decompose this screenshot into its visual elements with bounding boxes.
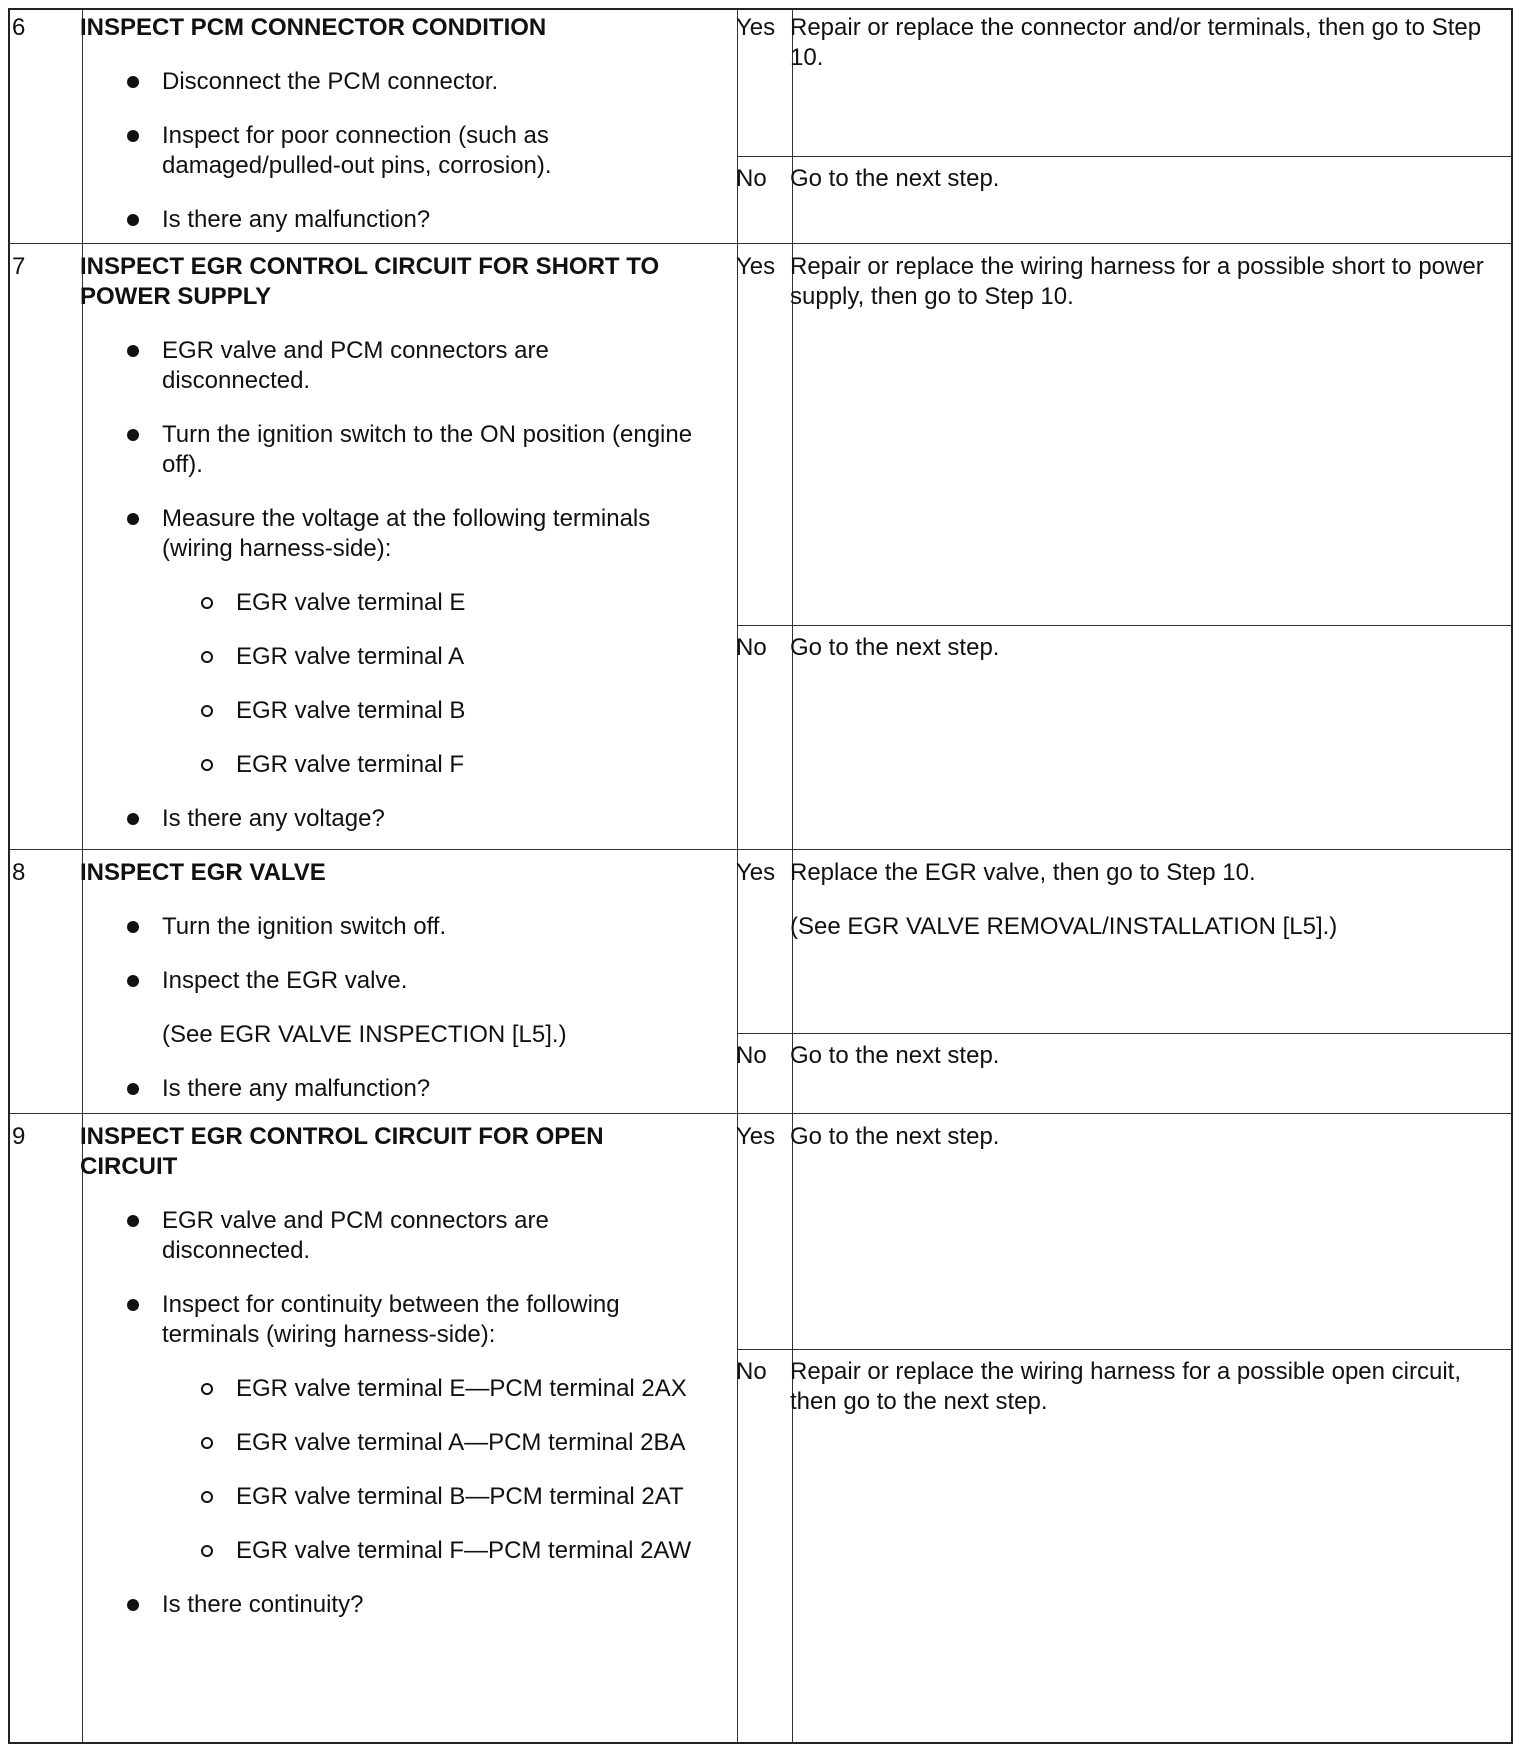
yes-no-divider xyxy=(737,625,1511,626)
bullet-item: Turn the ignition switch to the ON position (engine off). xyxy=(80,420,700,480)
step-title: INSPECT EGR VALVE xyxy=(80,859,326,886)
step-number: 8 xyxy=(12,859,26,886)
bullet-item: Disconnect the PCM connector. xyxy=(80,67,700,97)
procedure-cell xyxy=(80,858,700,1104)
yes-label: Yes xyxy=(736,1123,776,1150)
yes-no-divider xyxy=(737,156,1511,157)
bullet-item: Inspect for poor connection (such as damaged/pulled-out pins, corrosion). xyxy=(80,121,700,181)
sub-item: EGR valve terminal E xyxy=(80,588,700,618)
no-action: Go to the next step. xyxy=(790,634,1000,661)
no-label: No xyxy=(736,634,767,661)
step-title: INSPECT EGR CONTROL CIRCUIT FOR SHORT TO POWER SUPPLY xyxy=(80,253,660,310)
no-action: Repair or replace the wiring harness for a possible open circuit, then go to the next step. xyxy=(790,1358,1462,1415)
bullet-item: Is there continuity? xyxy=(80,1590,700,1620)
reference-note: (See EGR VALVE INSPECTION [L5].) xyxy=(162,1021,567,1048)
procedure-cell xyxy=(80,1122,700,1620)
row-divider xyxy=(9,1113,1511,1114)
bullet-item: Inspect the EGR valve. xyxy=(80,966,700,996)
no-label: No xyxy=(736,1358,767,1385)
sub-item: EGR valve terminal F xyxy=(80,750,700,780)
sub-item: EGR valve terminal F—PCM terminal 2AW xyxy=(80,1536,700,1566)
sub-item: EGR valve terminal A—PCM terminal 2BA xyxy=(80,1428,700,1458)
procedure-cell xyxy=(80,252,700,834)
step-number: 7 xyxy=(12,253,26,280)
bullet-item: EGR valve and PCM connectors are disconnected. xyxy=(80,1206,700,1266)
yes-action: Go to the next step. xyxy=(790,1123,1000,1150)
sub-item: EGR valve terminal B—PCM terminal 2AT xyxy=(80,1482,700,1512)
bullet-item: Is there any malfunction? xyxy=(80,205,700,235)
step-number: 6 xyxy=(12,14,26,41)
bullet-item: Turn the ignition switch off. xyxy=(80,912,700,942)
step-title: INSPECT PCM CONNECTOR CONDITION xyxy=(80,14,547,41)
bullet-item: Is there any voltage? xyxy=(80,804,700,834)
row-divider xyxy=(9,243,1511,244)
yes-label: Yes xyxy=(736,253,776,280)
no-action: Go to the next step. xyxy=(790,1042,1000,1069)
row-divider xyxy=(9,849,1511,850)
yes-no-divider xyxy=(737,1033,1511,1034)
yes-action: Repair or replace the wiring harness for a possible short to power supply, then go to Step 10. xyxy=(790,253,1484,310)
no-action: Go to the next step. xyxy=(790,165,1000,192)
yes-label: Yes xyxy=(736,859,776,886)
bullet-item: Measure the voltage at the following terminals (wiring harness-side): xyxy=(80,504,700,564)
reference-note: (See EGR VALVE REMOVAL/INSTALLATION [L5].) xyxy=(790,913,1338,940)
yes-label: Yes xyxy=(736,14,776,41)
yes-action: Replace the EGR valve, then go to Step 10. (See EGR VALVE REMOVAL/INSTALLATION [L5].) xyxy=(790,858,1495,942)
bullet-item: EGR valve and PCM connectors are disconnected. xyxy=(80,336,700,396)
step-number: 9 xyxy=(12,1123,26,1150)
yes-action: Repair or replace the connector and/or terminals, then go to Step 10. xyxy=(790,14,1482,71)
no-label: No xyxy=(736,1042,767,1069)
step-title: INSPECT EGR CONTROL CIRCUIT FOR OPEN CIRCUIT xyxy=(80,1123,604,1180)
bullet-item: Inspect for continuity between the following terminals (wiring harness-side): xyxy=(80,1290,700,1350)
procedure-cell xyxy=(80,13,700,235)
yes-no-divider xyxy=(737,1349,1511,1350)
sub-item: EGR valve terminal A xyxy=(80,642,700,672)
sub-item: EGR valve terminal E—PCM terminal 2AX xyxy=(80,1374,700,1404)
no-label: No xyxy=(736,165,767,192)
bullet-item: Is there any malfunction? xyxy=(80,1074,700,1104)
sub-item: EGR valve terminal B xyxy=(80,696,700,726)
